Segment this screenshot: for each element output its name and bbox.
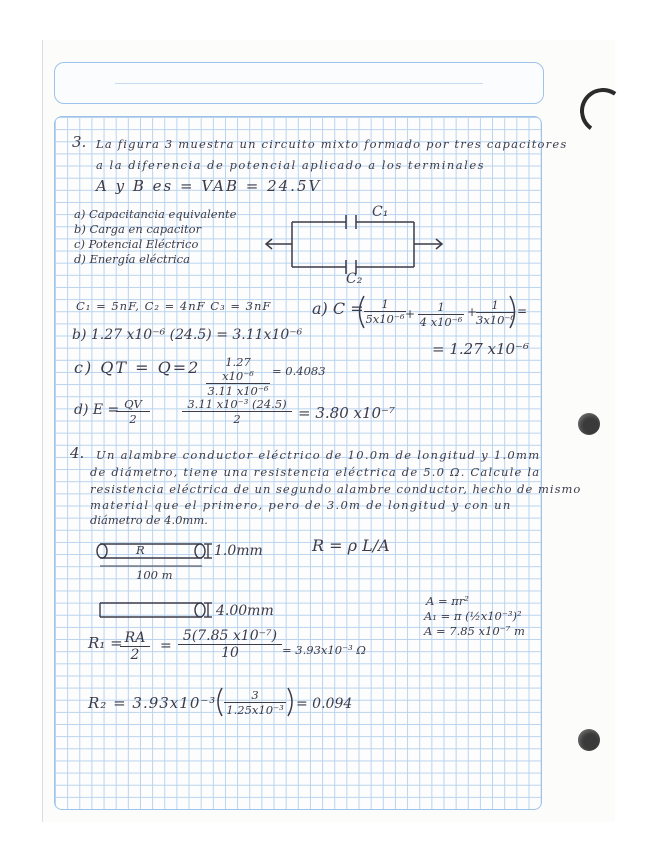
numerator: 5(7.85 x10⁻⁷) (178, 628, 282, 645)
r2-left: R₂ = 3.93x10⁻³ (88, 694, 217, 712)
part-a-result: = 1.27 x10⁻⁶ (432, 340, 529, 358)
denominator: 1.25x10⁻³ (226, 703, 284, 717)
numerator: QV (116, 397, 150, 412)
part-d-result: = 3.80 x10⁻⁷ (298, 404, 395, 422)
numerator: 1 (476, 298, 514, 313)
question-item: a) Capacitancia equivalente (74, 207, 237, 221)
numerator: 1.27 x10⁻⁶ (206, 355, 270, 384)
denominator: 2 (233, 412, 241, 426)
part-c-result: = 0.4083 (272, 364, 326, 378)
area-line: A = πr² (426, 594, 469, 608)
problem-text-line: material que el primero, pero de 3.0m de longitud y con un (90, 498, 512, 512)
equals-sign: = (160, 638, 172, 654)
capacitor-label: C₁ (372, 204, 389, 220)
denominator: 3x10⁻⁶ (476, 313, 516, 327)
numerator: 1 (364, 297, 406, 312)
problem-number: 4. (70, 444, 85, 462)
part-b-line: b) 1.27 x10⁻⁶ (24.5) = 3.11x10⁻⁶ (72, 327, 303, 343)
numerator: 3 (224, 688, 286, 703)
fraction (224, 688, 286, 717)
denominator: 5x10⁻⁶ (365, 312, 405, 326)
denominator: 3.11 x10⁻⁶ (207, 384, 269, 398)
r1-result: = 3.93x10⁻³ Ω (282, 643, 366, 657)
question-item: b) Carga en capacitor (74, 222, 202, 236)
problem-text-line: de diámetro, tiene una resistencia eléctrica de 5.0 Ω. Calcule la (90, 465, 541, 479)
denominator: 4 x10⁻⁶ (419, 315, 463, 329)
part-d-left: d) E = (74, 402, 120, 418)
wire-length: 100 m (136, 568, 173, 582)
question-item: d) Energía eléctrica (74, 252, 190, 266)
area-line: A = 7.85 x10⁻⁷ m (424, 624, 525, 638)
problem-number: 3. (72, 133, 87, 151)
svg-text:+: + (467, 305, 478, 319)
capacitor-label: C₂ (346, 271, 363, 287)
denominator: 2 (130, 647, 140, 663)
question-item: c) Potencial Eléctrico (74, 237, 199, 251)
problem-text-line: resistencia eléctrica de un segundo alambre conductor, hecho de mismo (90, 482, 582, 496)
r1-left: R₁ = (88, 634, 123, 652)
wire-diameter: 4.00mm (216, 603, 274, 619)
area-line: A₁ = π (½x10⁻³)² (424, 609, 522, 623)
problem-text-line: A y B es = VAB = 24.5V (96, 177, 322, 195)
given-values: C₁ = 5nF, C₂ = 4nF C₃ = 3nF (76, 299, 272, 313)
wire-diameter: 1.0mm (214, 543, 263, 559)
part-a-label: a) C = (312, 299, 364, 318)
svg-text:+: + (405, 307, 416, 321)
wire-label: R (136, 543, 145, 557)
r2-result: = 0.094 (296, 696, 353, 712)
numerator: 1 (418, 300, 464, 315)
denominator: 2 (129, 412, 137, 426)
numerator: RA (120, 630, 150, 647)
svg-text:=: = (517, 304, 528, 318)
problem-text-line: a la diferencia de potencial aplicado a los terminales (96, 158, 486, 172)
problem-text-line: diámetro de 4.0mm. (90, 513, 208, 527)
problem-text-line: La figura 3 muestra un circuito mixto formado por tres capacitores (96, 137, 568, 151)
resistance-formula: R = ρ L/A (312, 536, 390, 555)
part-c-left: c) QT = Q=2 (74, 358, 201, 377)
problem-text-line: Un alambre conductor eléctrico de 10.0m de longitud y 1.0mm (96, 448, 541, 462)
numerator: 3.11 x10⁻³ (24.5) (182, 397, 292, 412)
denominator: 10 (221, 645, 239, 661)
